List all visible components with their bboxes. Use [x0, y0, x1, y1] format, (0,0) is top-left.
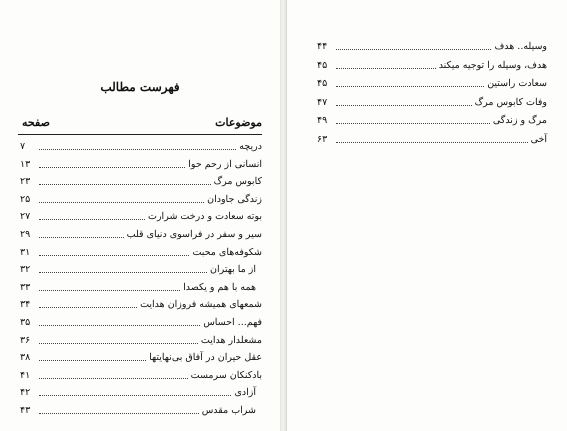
header-rule — [18, 134, 262, 135]
dot-leader — [39, 211, 145, 220]
toc-entry-page: ۳۱ — [20, 246, 31, 258]
toc-entry-title: بادکنکان سرمست — [190, 369, 262, 381]
dot-leader — [39, 176, 211, 185]
toc-entry-title: شراب مقدس — [201, 405, 256, 416]
toc-title: فهرست مطالب — [100, 80, 180, 94]
toc-entry — [317, 97, 547, 109]
dot-leader — [39, 229, 124, 238]
toc-entry-title: دریچه — [239, 141, 262, 152]
toc-entry — [317, 115, 547, 127]
dot-leader — [39, 264, 207, 273]
toc-entry — [20, 159, 262, 171]
toc-entry — [20, 141, 262, 153]
dot-leader — [39, 247, 189, 256]
dot-leader — [39, 317, 200, 326]
toc-entry-page: ۲۷ — [20, 211, 31, 223]
dot-leader — [39, 282, 180, 291]
toc-entry — [20, 405, 256, 417]
dot-leader — [39, 370, 188, 379]
dot-leader — [39, 387, 231, 396]
dot-leader — [336, 115, 490, 124]
dot-leader — [336, 97, 472, 106]
dot-leader — [336, 60, 436, 69]
dot-leader — [336, 78, 484, 87]
toc-entry-title: کابوس مرگ — [213, 176, 262, 188]
toc-entry — [20, 352, 262, 364]
toc-entry-title: سیر و سفر در فراسوی دنیای قلب — [126, 229, 262, 240]
dot-leader — [39, 141, 236, 150]
toc-entry — [20, 176, 262, 188]
toc-entry-page: ۲۳ — [20, 176, 31, 188]
toc-entry-title: آزادی — [234, 387, 256, 399]
toc-entry — [317, 134, 547, 146]
toc-entry — [20, 370, 262, 382]
toc-entry-title: سعادت راستین — [487, 78, 547, 90]
toc-entry-page: ۶۳ — [317, 134, 328, 145]
toc-entry-title: مرگ و زندگی — [492, 115, 547, 127]
toc-entry-page: ۳۳ — [20, 281, 31, 293]
toc-entry — [20, 335, 262, 347]
dot-leader — [39, 335, 198, 344]
toc-entry — [20, 247, 262, 259]
toc-entry-page: ۳۴ — [20, 299, 31, 311]
column-header-topics: موضوعات — [215, 116, 262, 129]
toc-entry — [20, 194, 262, 206]
toc-entry-page: ۲۹ — [20, 229, 31, 240]
toc-entry-title: شمعهای همیشه فروزان هدایت — [140, 299, 262, 311]
column-header-page: صفحه — [22, 116, 50, 129]
toc-entry-title: از ما بهتران — [210, 264, 256, 276]
toc-entry-page: ۴۵ — [317, 78, 328, 90]
toc-entry — [20, 317, 262, 329]
toc-entry-title: همه با هم و یکصدا — [183, 281, 256, 293]
toc-entry-page: ۷ — [20, 141, 26, 152]
dot-leader — [39, 299, 137, 308]
toc-entry-title: وسیله.. هدف — [494, 41, 547, 52]
toc-entry — [20, 264, 256, 276]
toc-entry — [20, 211, 262, 223]
dot-leader — [39, 159, 185, 168]
toc-entry-page: ۴۷ — [317, 96, 328, 108]
toc-entry — [317, 78, 547, 90]
toc-entry-page: ۴۲ — [20, 387, 31, 399]
toc-entry-page: ۳۶ — [20, 334, 31, 346]
dot-leader — [336, 41, 491, 50]
toc-entry-title: عقل حیران در آفاق بی‌نهایتها — [149, 352, 262, 364]
dot-leader — [39, 405, 199, 414]
toc-entry-page: ۲۵ — [20, 193, 31, 205]
toc-entry — [20, 229, 262, 241]
toc-entry — [20, 282, 256, 294]
toc-entry-title: بوته سعادت و درخت شرارت — [148, 211, 262, 223]
toc-entry-page: ۳۸ — [20, 352, 31, 364]
toc-entry-title: شکوفه‌های محبت — [192, 246, 262, 258]
toc-entry-page: ۴۴ — [317, 41, 328, 52]
toc-entry-title: فهم... احساس — [203, 317, 262, 328]
toc-entry — [317, 41, 547, 53]
toc-entry-title: وفات کابوس مرگ — [474, 96, 547, 108]
left-page — [0, 0, 281, 431]
toc-entry-title: مشعلدار هدایت — [200, 334, 262, 346]
toc-entry-title: هدف، وسیله را توجیه میکند — [438, 59, 547, 71]
toc-entry-title: انسانی از رحم حوا — [188, 158, 262, 170]
toc-entry-page: ۱۳ — [20, 158, 31, 170]
toc-entry-page: ۳۲ — [20, 264, 31, 276]
toc-entry-title: آخی — [530, 134, 547, 145]
toc-entry-title: زندگی جاودان — [207, 193, 262, 205]
toc-entry-page: ۳۵ — [20, 317, 31, 328]
dot-leader — [336, 134, 528, 143]
toc-entry — [20, 387, 256, 399]
toc-entry-page: ۴۳ — [20, 405, 31, 416]
toc-entry-page: ۴۵ — [317, 59, 328, 71]
toc-entry-page: ۴۹ — [317, 115, 328, 127]
dot-leader — [39, 352, 146, 361]
right-page — [286, 0, 567, 431]
toc-entry-page: ۴۱ — [20, 369, 31, 381]
toc-entry — [20, 299, 262, 311]
dot-leader — [39, 194, 204, 203]
toc-entry — [317, 60, 547, 72]
